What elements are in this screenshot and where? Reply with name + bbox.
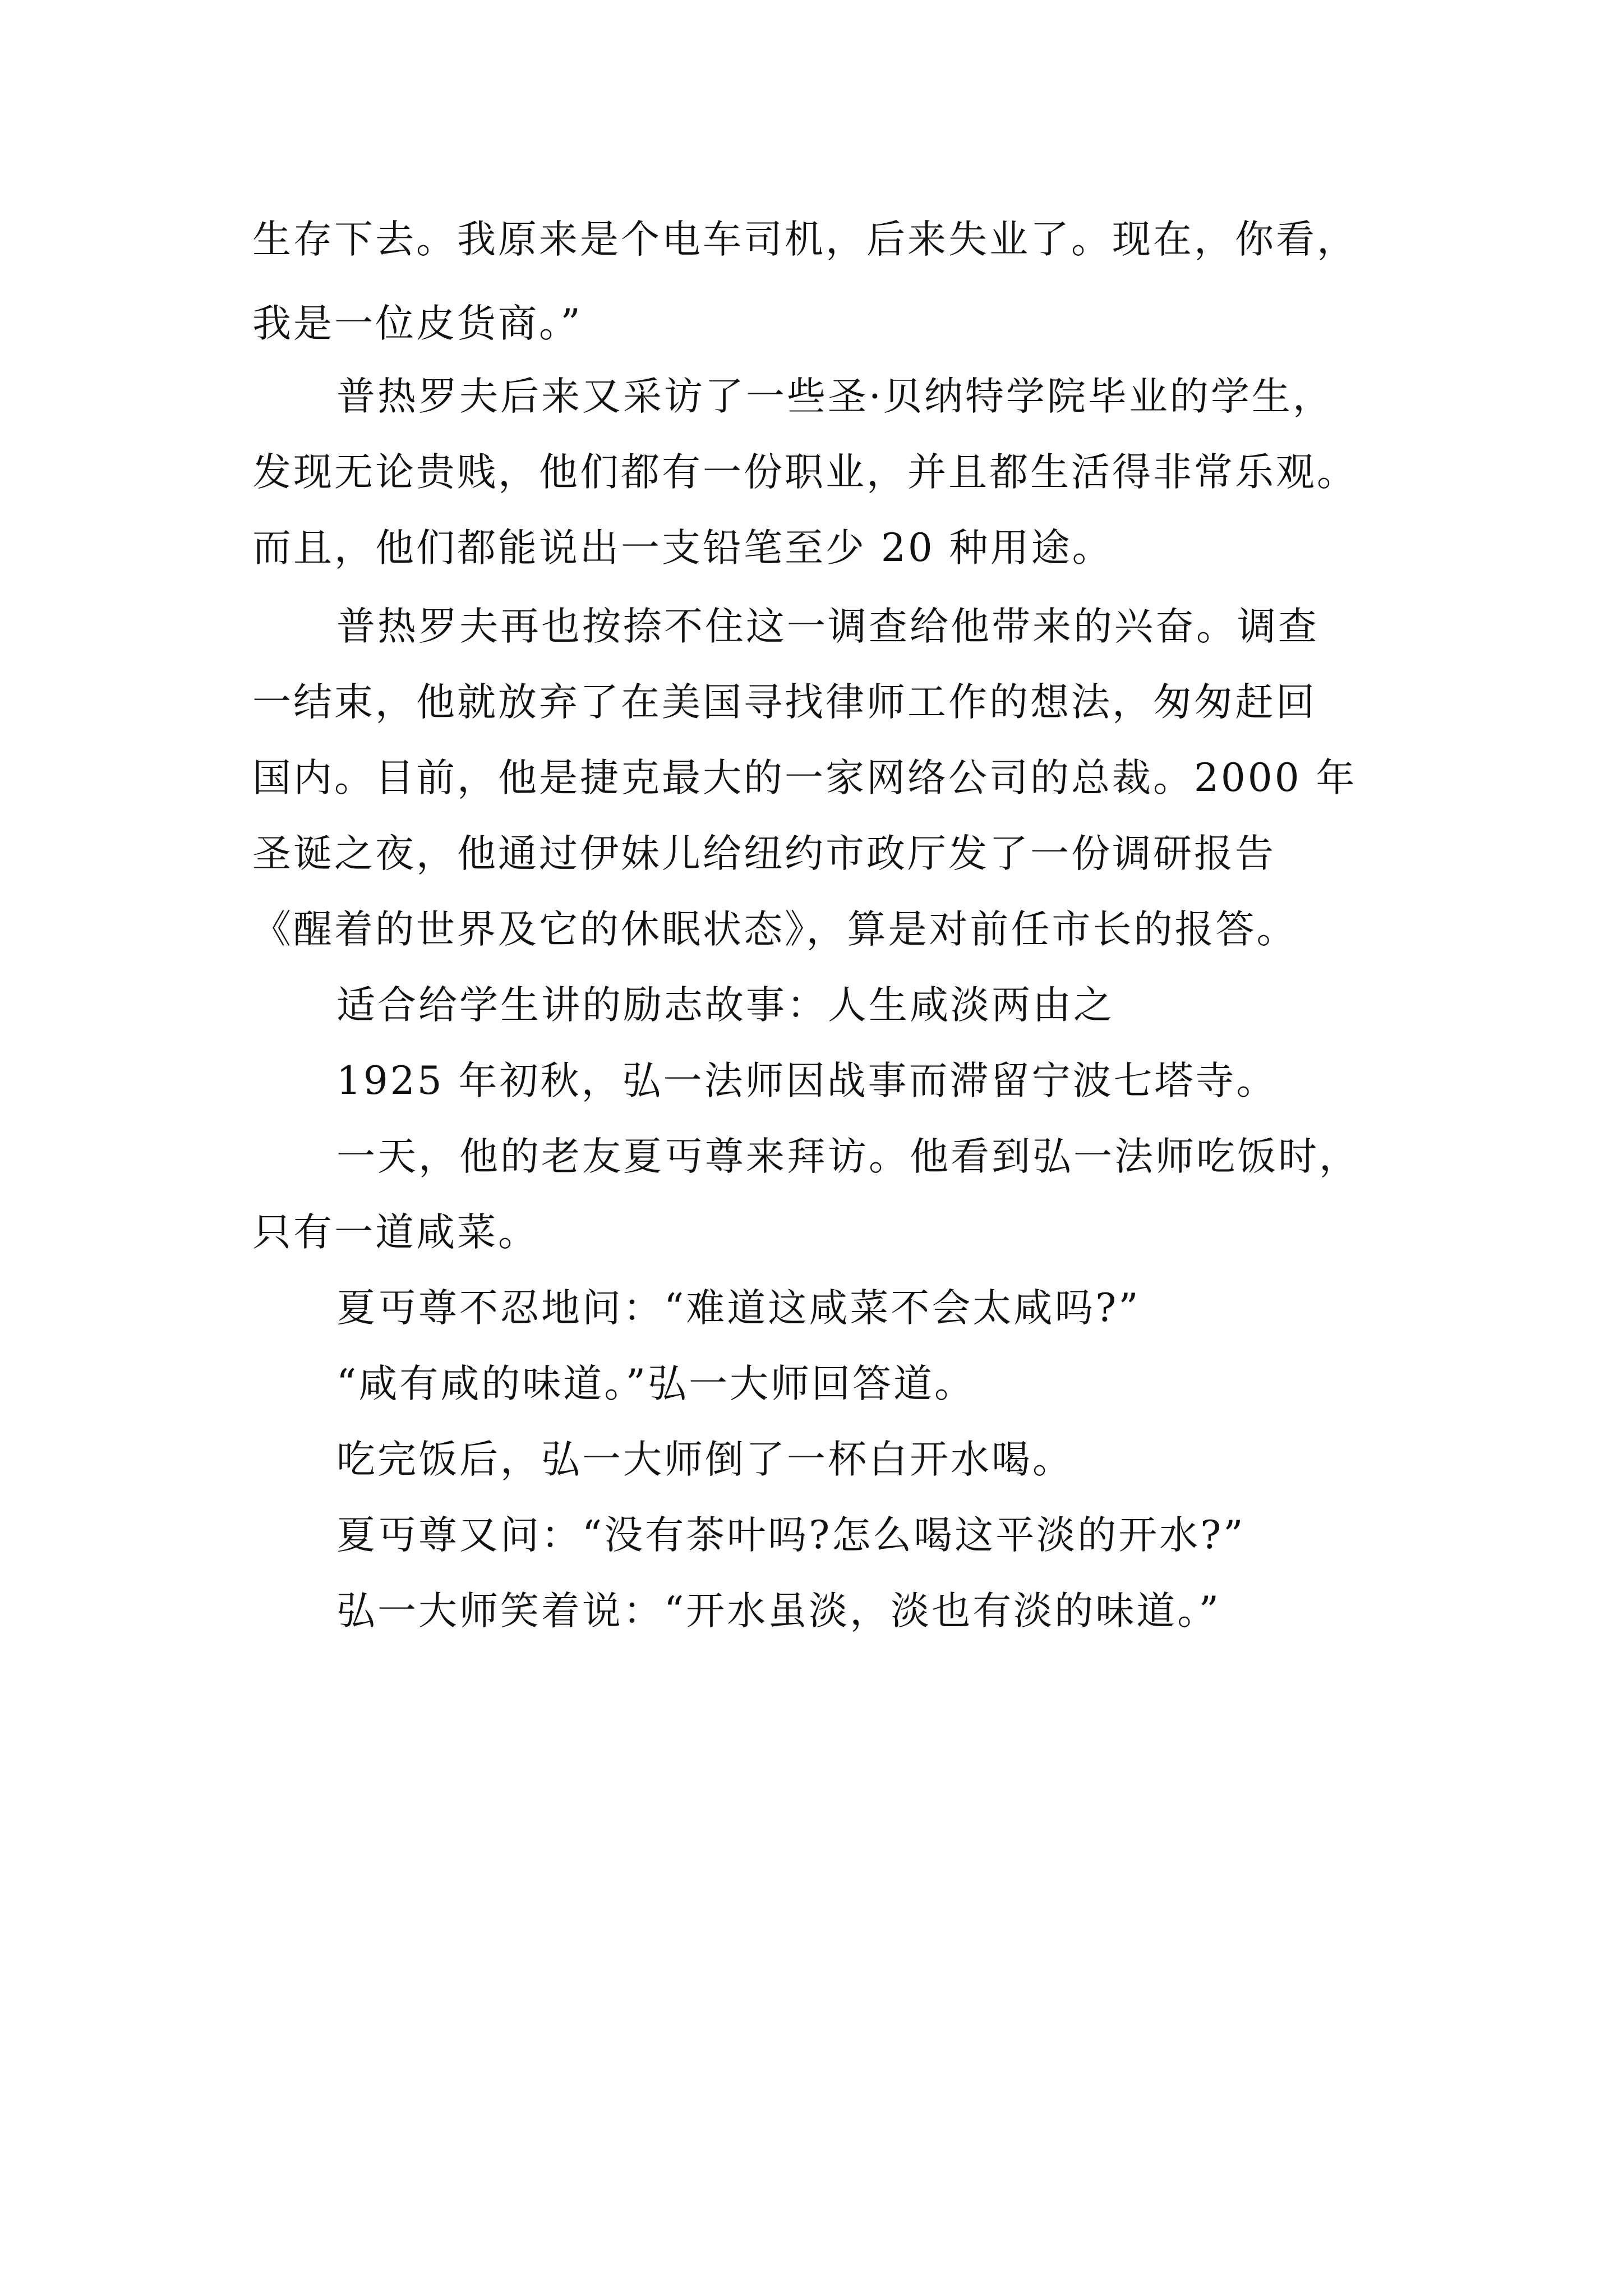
text-line: 一结束，他就放弃了在美国寻找律师工作的想法，匆匆赶回 [252,680,1317,725]
text-line: 生存下去。我原来是个电车司机，后来失业了。现在，你看， [252,217,1358,262]
paragraph-start-line: “咸有咸的味道。”弘一大师回答道。 [336,1361,976,1406]
text-line: 国内。目前，他是捷克最大的一家网络公司的总裁。2000 年 [252,756,1357,800]
paragraph-start-line: 一天，他的老友夏丏尊来拜访。他看到弘一法师吃饭时， [336,1134,1360,1179]
paragraph-start-line: 1925 年初秋，弘一法师因战事而滞留宁波七塔寺。 [336,1059,1278,1103]
text-line: 而且，他们都能说出一支铅笔至少 20 种用途。 [252,526,1113,570]
text-line: 圣诞之夜，他通过伊妹儿给纽约市政厅发了一份调研报告 [252,831,1276,876]
story-heading-line: 适合给学生讲的励志故事：人生咸淡两由之 [336,983,1114,1028]
paragraph-start-line: 弘一大师笑着说：“开水虽淡，淡也有淡的味道。” [336,1589,1221,1634]
paragraph-start-line: 吃完饭后，弘一大师倒了一杯白开水喝。 [336,1437,1073,1482]
text-line: 我是一位皮货商。” [252,301,583,346]
paragraph-start-line: 夏丏尊又问：“没有茶叶吗?怎么喝这平淡的开水?” [336,1513,1246,1558]
text-line: 发现无论贵贱，他们都有一份职业，并且都生活得非常乐观。 [252,450,1358,495]
text-line: 只有一道咸菜。 [252,1210,539,1255]
paragraph-start-line: 夏丏尊不忍地问：“难道这咸菜不会太咸吗?” [336,1286,1141,1331]
paragraph-start-line: 普热罗夫再也按捺不住这一调查给他带来的兴奋。调查 [336,604,1319,649]
paragraph-start-line: 普热罗夫后来又采访了一些圣·贝纳特学院毕业的学生， [336,374,1334,419]
text-line: 《醒着的世界及它的休眠状态》，算是对前任市长的报答。 [252,907,1298,952]
